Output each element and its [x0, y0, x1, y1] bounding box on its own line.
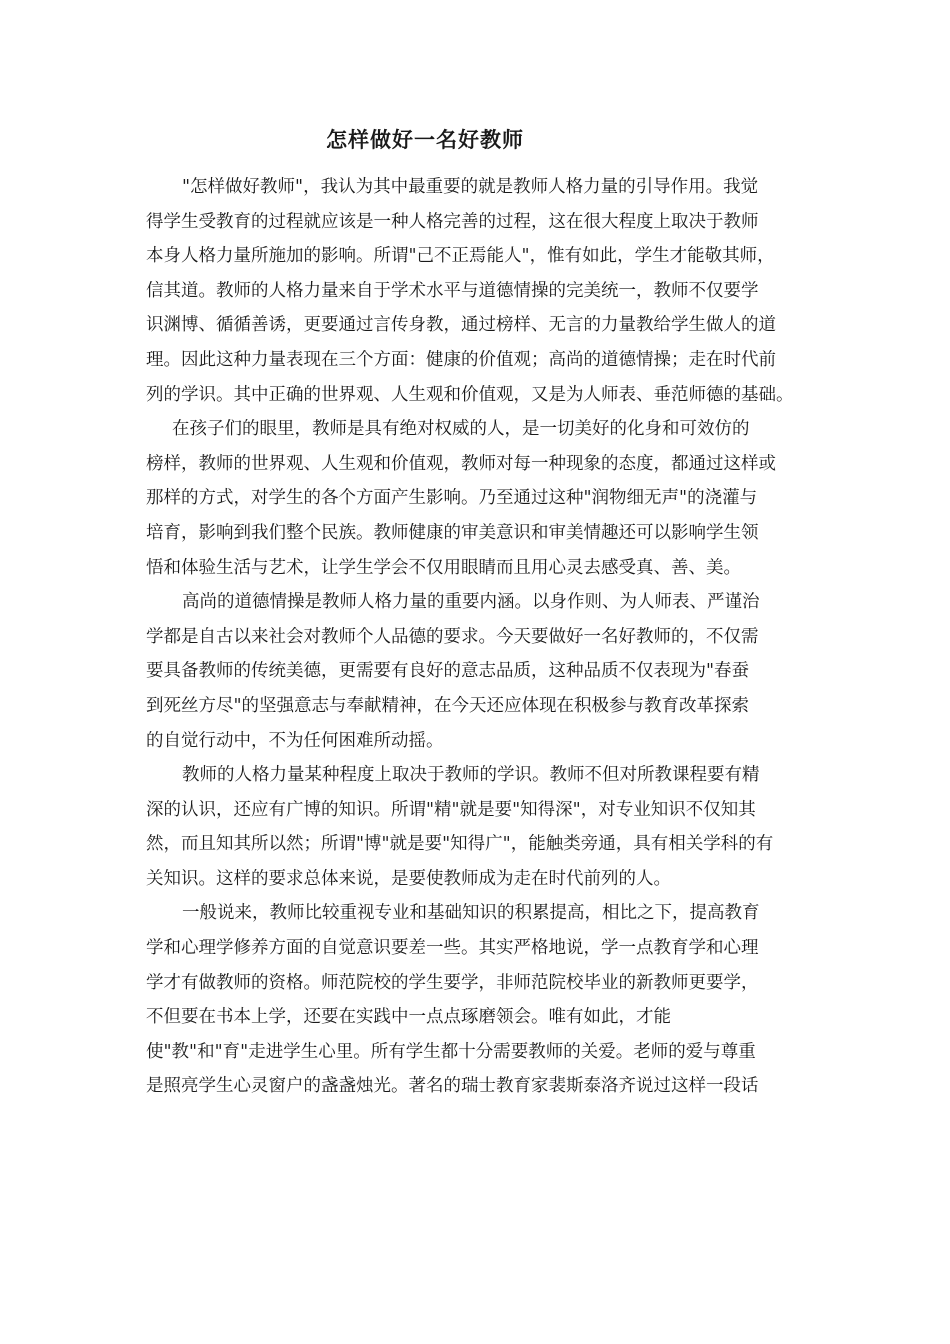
text-line: 信其道。教师的人格力量来自于学术水平与道德情操的完美统一，教师不仅要学: [146, 280, 759, 301]
text-line: 深的认识，还应有广博的知识。所谓"精"就是要"知得深"，对专业知识不仅知其: [146, 799, 756, 820]
text-line: 教师的人格力量某种程度上取决于教师的学识。教师不但对所教课程要有精: [182, 765, 760, 786]
document-title: 怎样做好一名好教师: [326, 127, 524, 152]
text-line: 列的学识。其中正确的世界观、人生观和价值观，又是为人师表、垂范师德的基础。: [146, 384, 794, 405]
text-line: 榜样，教师的世界观、人生观和价值观，教师对每一种现象的态度，都通过这样或: [146, 453, 776, 474]
text-line: 高尚的道德情操是教师人格力量的重要内涵。以身作则、为人师表、严谨治: [182, 592, 760, 613]
text-line: 的自觉行动中，不为任何困难所动摇。: [146, 730, 444, 751]
text-line: 然，而且知其所以然；所谓"博"就是要"知得广"，能触类旁通，具有相关学科的有: [146, 834, 774, 855]
text-line: 理。因此这种力量表现在三个方面：健康的价值观；高尚的道德情操；走在时代前: [146, 349, 776, 370]
document-body: [146, 170, 810, 1104]
text-line: 关知识。这样的要求总体来说，是要使教师成为走在时代前列的人。: [146, 868, 671, 889]
text-line: 得学生受教育的过程就应该是一种人格完善的过程，这在很大程度上取决于教师: [146, 211, 759, 232]
text-line: 悟和体验生活与艺术，让学生学会不仅用眼睛而且用心灵去感受真、善、美。: [146, 557, 741, 578]
text-line: 使"教"和"育"走进学生心里。所有学生都十分需要教师的关爱。老师的爱与尊重: [146, 1041, 756, 1062]
text-line: "怎样做好教师"，我认为其中最重要的就是教师人格力量的引导作用。我觉: [182, 177, 759, 197]
text-line: 要具备教师的传统美德，更需要有良好的意志品质，这种品质不仅表现为"春蚕: [146, 661, 750, 682]
text-line: 学都是自古以来社会对教师个人品德的要求。今天要做好一名好教师的，不仅需: [146, 626, 759, 647]
text-line: 是照亮学生心灵窗户的盏盏烛光。著名的瑞士教育家裴斯泰洛齐说过这样一段话: [146, 1076, 759, 1097]
text-line: 那样的方式，对学生的各个方面产生影响。乃至通过这种"润物细无声"的浇灌与: [146, 488, 758, 509]
text-line: 不但要在书本上学，还要在实践中一点点琢磨领会。唯有如此，才能: [146, 1007, 671, 1028]
text-line: 在孩子们的眼里，教师是具有绝对权威的人，是一切美好的化身和可效仿的: [172, 419, 750, 440]
text-line: 培育，影响到我们整个民族。教师健康的审美意识和审美情趣还可以影响学生领: [146, 522, 759, 543]
text-line: 一般说来，教师比较重视专业和基础知识的积累提高，相比之下，提高教育: [182, 903, 760, 924]
text-line: 到死丝方尽"的坚强意志与奉献精神，在今天还应体现在积极参与教育改革探索: [146, 695, 750, 716]
text-line: 本身人格力量所施加的影响。所谓"己不正焉能人"，惟有如此，学生才能敬其师，: [146, 246, 775, 267]
text-line: 学才有做教师的资格。师范院校的学生要学，非师范院校毕业的新教师更要学，: [146, 972, 759, 993]
text-line: 识渊博、循循善诱，更要通过言传身教，通过榜样、无言的力量教给学生做人的道: [146, 315, 776, 336]
text-line: 学和心理学修养方面的自觉意识要差一些。其实严格地说，学一点教育学和心理: [146, 938, 759, 959]
